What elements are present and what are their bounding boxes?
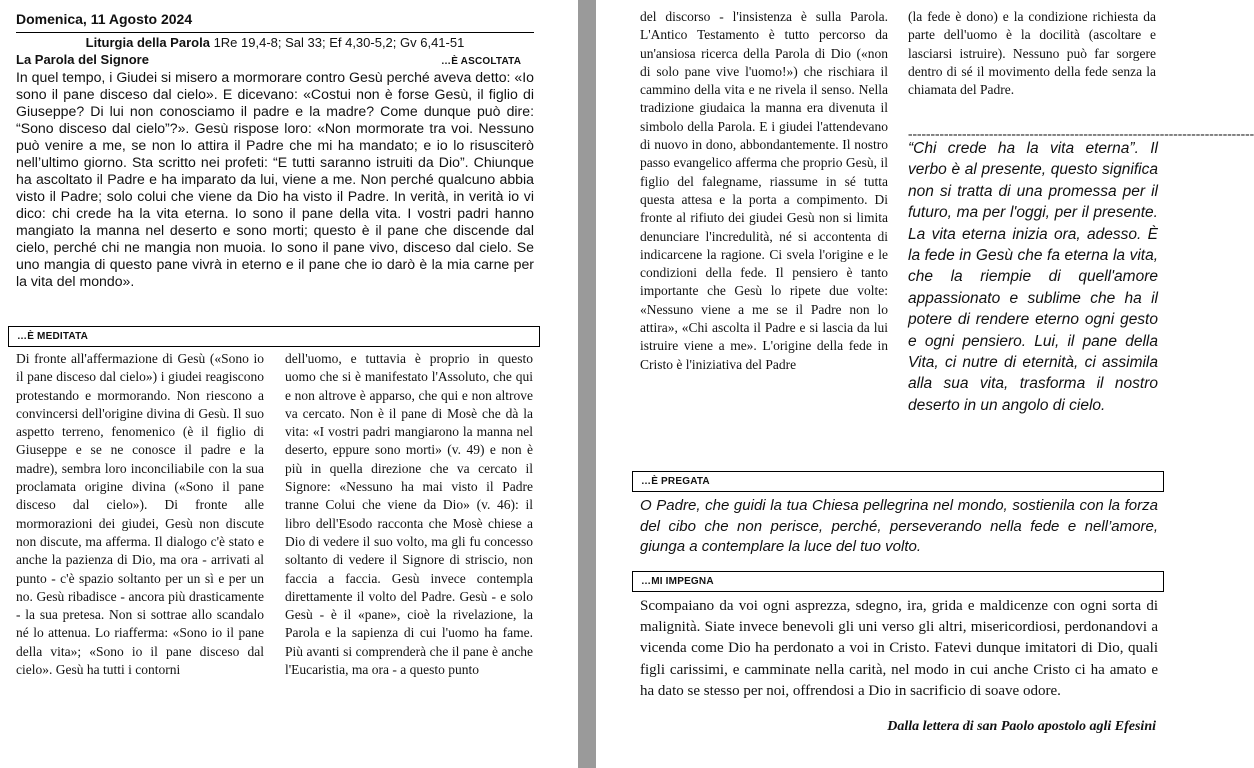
section-header-impegna: …MI IMPEGNA (632, 571, 1164, 592)
meditation-column-2: dell'uomo, e tuttavia è proprio in questo uomo che si è manifestato l'Assoluto, che qui e non altrove è apparso, che qui e non altrove va cercato. Non è il pane di Mosè che dà la vita: «I vostri padri mangiarono la manna nel deserto, eppure sono morti» (v. 49) e non è più in quella direzione che va cercato il Signore: «Nessuno ha mai visto il Padre tranne Colui che viene da Dio» (v. 46): il libro dell'Esodo racconta che Mosè chiese a Dio di vedere il suo volto, ma gli fu concesso soltanto di vedere il Signore di striscio, non faccia a faccia. Gesù invece contempla direttamente il volto del Padre. Gesù - e solo Gesù - è il «pane», cioè la rivelazione, la Parola e la sapienza di cui l'uomo ha fame. Più avanti si comprenderà che il pane è anche l'Eucaristia, ma ora - a questo punto (285, 351, 533, 678)
right-page (596, 0, 1254, 768)
liturgy-line (16, 35, 534, 50)
gospel-text: In quel tempo, i Giudei si misero a mormorare contro Gesù perché aveva detto: «Io sono il pane disceso dal cielo». E dicevano: «Costui non è forse Gesù, il figlio di Giuseppe? Di lui non conosciamo il padre e la madre? Come dunque può dire: “Sono disceso dal cielo”?». Gesù rispose loro: «Non mormorate tra voi. Nessuno può venire a me, se non lo attira il Padre che mi ha mandato; e io lo risusciterò nell’ultimo giorno. Sta scritto nei profeti: “E tutti saranno istruiti da Dio”. Chiunque ha ascoltato il Padre e ha imparato da lui, viene a me. Non perché qualcuno abbia visto il Padre; solo colui che viene da Dio ha visto il Padre. In verità, in verità io vi dico: chi crede ha la vita eterna. Io sono il pane della vita. I vostri padri hanno mangiato la manna nel deserto e sono morti; questo è il pane che discende dal cielo, perché chi ne mangia non muoia. Io sono il pane vivo, disceso dal cielo. Se uno mangia di questo pane vivrà in eterno e il pane che io darò è la mia carne per la vita del mondo». (16, 69, 534, 289)
meditation-column-4: (la fede è dono) e la condizione richiesta da parte dell'uomo è la docilità (ascoltare e lasciarsi istruire). Nessuno può far sorgere dentro di sé il movimento della fede senza la chiamata del Padre. (908, 9, 1156, 98)
meditation-column-1: Di fronte all'affermazione di Gesù («Sono io il pane disceso dal cielo») i giudei reagiscono protestando e mormorando. Non riescono a convincersi dell'origine divina di Gesù. Il suo aspetto terreno, fenomenico (è il figlio di Giuseppe e se ne conosce il padre e la madre), sembra loro inconciliabile con la sua proclamata origine divina («Sono il pane disceso dal cielo»). Di fronte alle mormorazioni dei giudei, Gesù non discute non discute, ma afferma. Il dialogo c'è stato e anche la pazienza di Dio, ma ora - arrivati al punto - c'è spazio soltanto per un sì e per un no. Gesù ribadisce - ancora più drasticamente - la sua pretesa. Non si sottrae allo scandalo né lo attenua. Lo riafferma: «Sono io il pane della vita»; «Sono io il pane disceso dal cielo». Gesù ha tutti i contorni (16, 351, 264, 678)
meditation-column-3: del discorso - l'insistenza è sulla Parola. L'Antico Testamento è tutto percorso da un'ansiosa ricerca della Parola di Dio («non di solo pane vive l'uomo!») che rischiara il cammino della vita e ne rivela il senso. Nella tradizione giudaica la manna era divenuta il simbolo della Parola. E i giudei l'attendevano di nuovo in dono, abbondantemente. Il nostro passo evangelico afferma che proprio Gesù, il figlio del falegname, riassume in sé tutta questa attesa e la porta a compimento. Di fronte al rifiuto dei giudei Gesù non si limita denunciare l'incredulità, né si accontenta di indicarcene la ragione. Ci svela l'origine e le condizioni della fede. Il pensiero è tanto importante che Gesù lo ripete due volte: «Nessuno viene a me se il Padre non lo attira», «Chi ascolta il Padre e si lascia da lui istruire viene a me». L'origine della fede in Cristo è l'iniziativa del Padre (640, 9, 888, 372)
left-page (0, 0, 578, 768)
dashed-separator: ----------------------------------------------------------------------------- (908, 126, 1254, 141)
header-divider (16, 32, 534, 33)
section-header-pregata: …È PREGATA (632, 471, 1164, 492)
liturgy-readings: 1Re 19,4-8; Sal 33; Ef 4,30-5,2; Gv 6,41-51 (213, 35, 465, 50)
commitment-text: Scompaiano da voi ogni asprezza, sdegno, ira, grida e maldicenze con ogni sorta di malignità. Siate invece benevoli gli uni verso gli altri, misericordiosi, perdonandovi a vicenda come Dio ha perdonato a voi in Cristo. Fatevi dunque imitatori di Dio, quali figli carissimi, e camminate nella carità, nel modo in cui anche Cristo ci ha amato e ha dato se stesso per noi, offrendosi a Dio in sacrificio di soave odore. (640, 598, 1158, 699)
section-tag-ascoltata: …È ASCOLTATA (441, 56, 522, 67)
section-header-meditata: …È MEDITATA (8, 326, 540, 347)
highlight-quote: “Chi crede ha la vita eterna”. Il verbo è al presente, questo significa non si tratta di una promessa per il futuro, ma per l'oggi, per il presente. La vita eterna inizia ora, adesso. È la fede in Gesù che fa eterna la vita, che la riempie di quell'amore appassionato e sublime che ha il potere di rendere eterno ogni gesto e ogni pensiero. Lui, il pane della Vita, ci nutre di eternità, ci assimila alla sua vita, trasforma il nostro deserto in un angolo di cielo. (908, 140, 1158, 414)
liturgy-label: Liturgia della Parola (85, 35, 210, 50)
page-date: Domenica, 11 Agosto 2024 (16, 11, 193, 27)
prayer-text: O Padre, che guidi la tua Chiesa pellegrina nel mondo, sostienila con la forza del cibo che non perisce, perché, perseverando nella fede e nell’amore, giunga a contemplare la luce del tuo volto. (640, 497, 1158, 555)
commitment-source: Dalla lettera di san Paolo apostolo agli Efesini (887, 719, 1156, 734)
gospel-title: La Parola del Signore (16, 52, 149, 67)
page-gutter (578, 0, 596, 768)
